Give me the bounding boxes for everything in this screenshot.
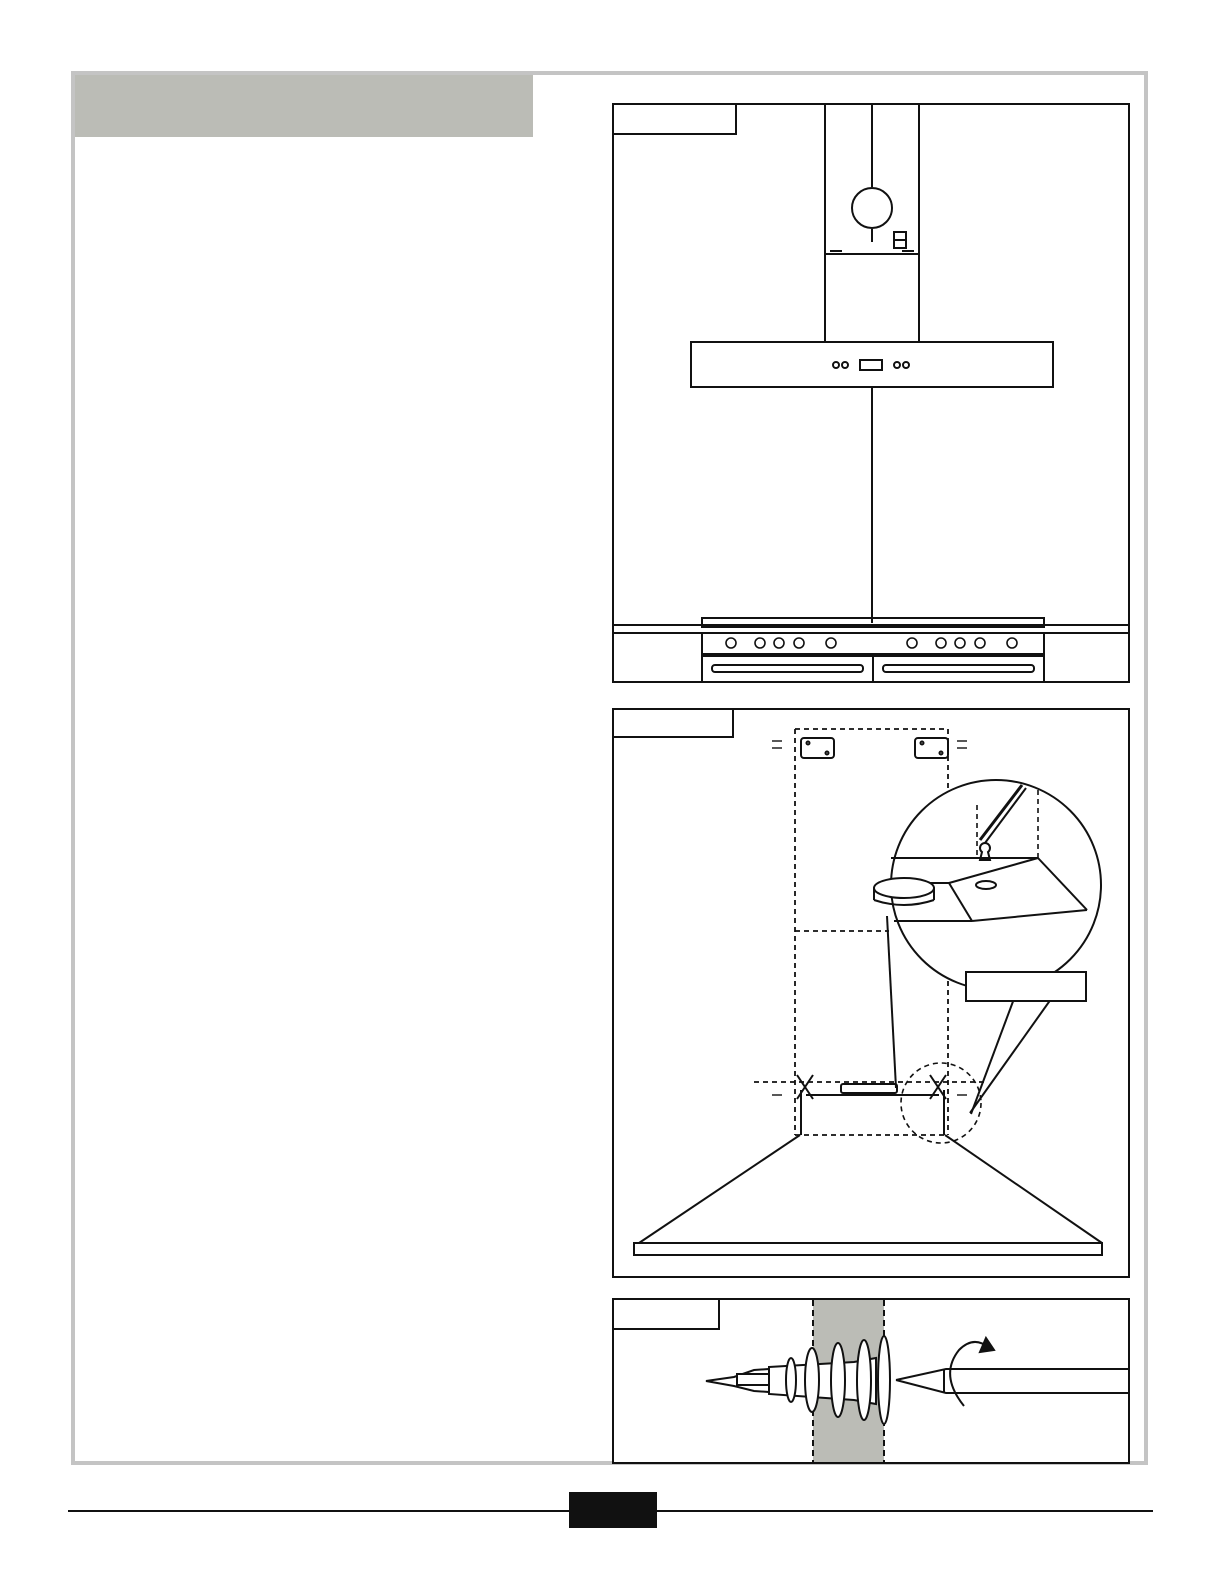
section-header-band bbox=[75, 75, 533, 137]
page-number bbox=[569, 1492, 657, 1528]
mounting-marks-drawing bbox=[614, 710, 1130, 1278]
wall-anchor-drawing bbox=[614, 1300, 1130, 1464]
figure-mounting-marks bbox=[612, 708, 1130, 1278]
figure-hood-front bbox=[612, 103, 1130, 683]
hood-front-drawing bbox=[614, 105, 1130, 683]
figure-wall-anchor bbox=[612, 1298, 1130, 1464]
